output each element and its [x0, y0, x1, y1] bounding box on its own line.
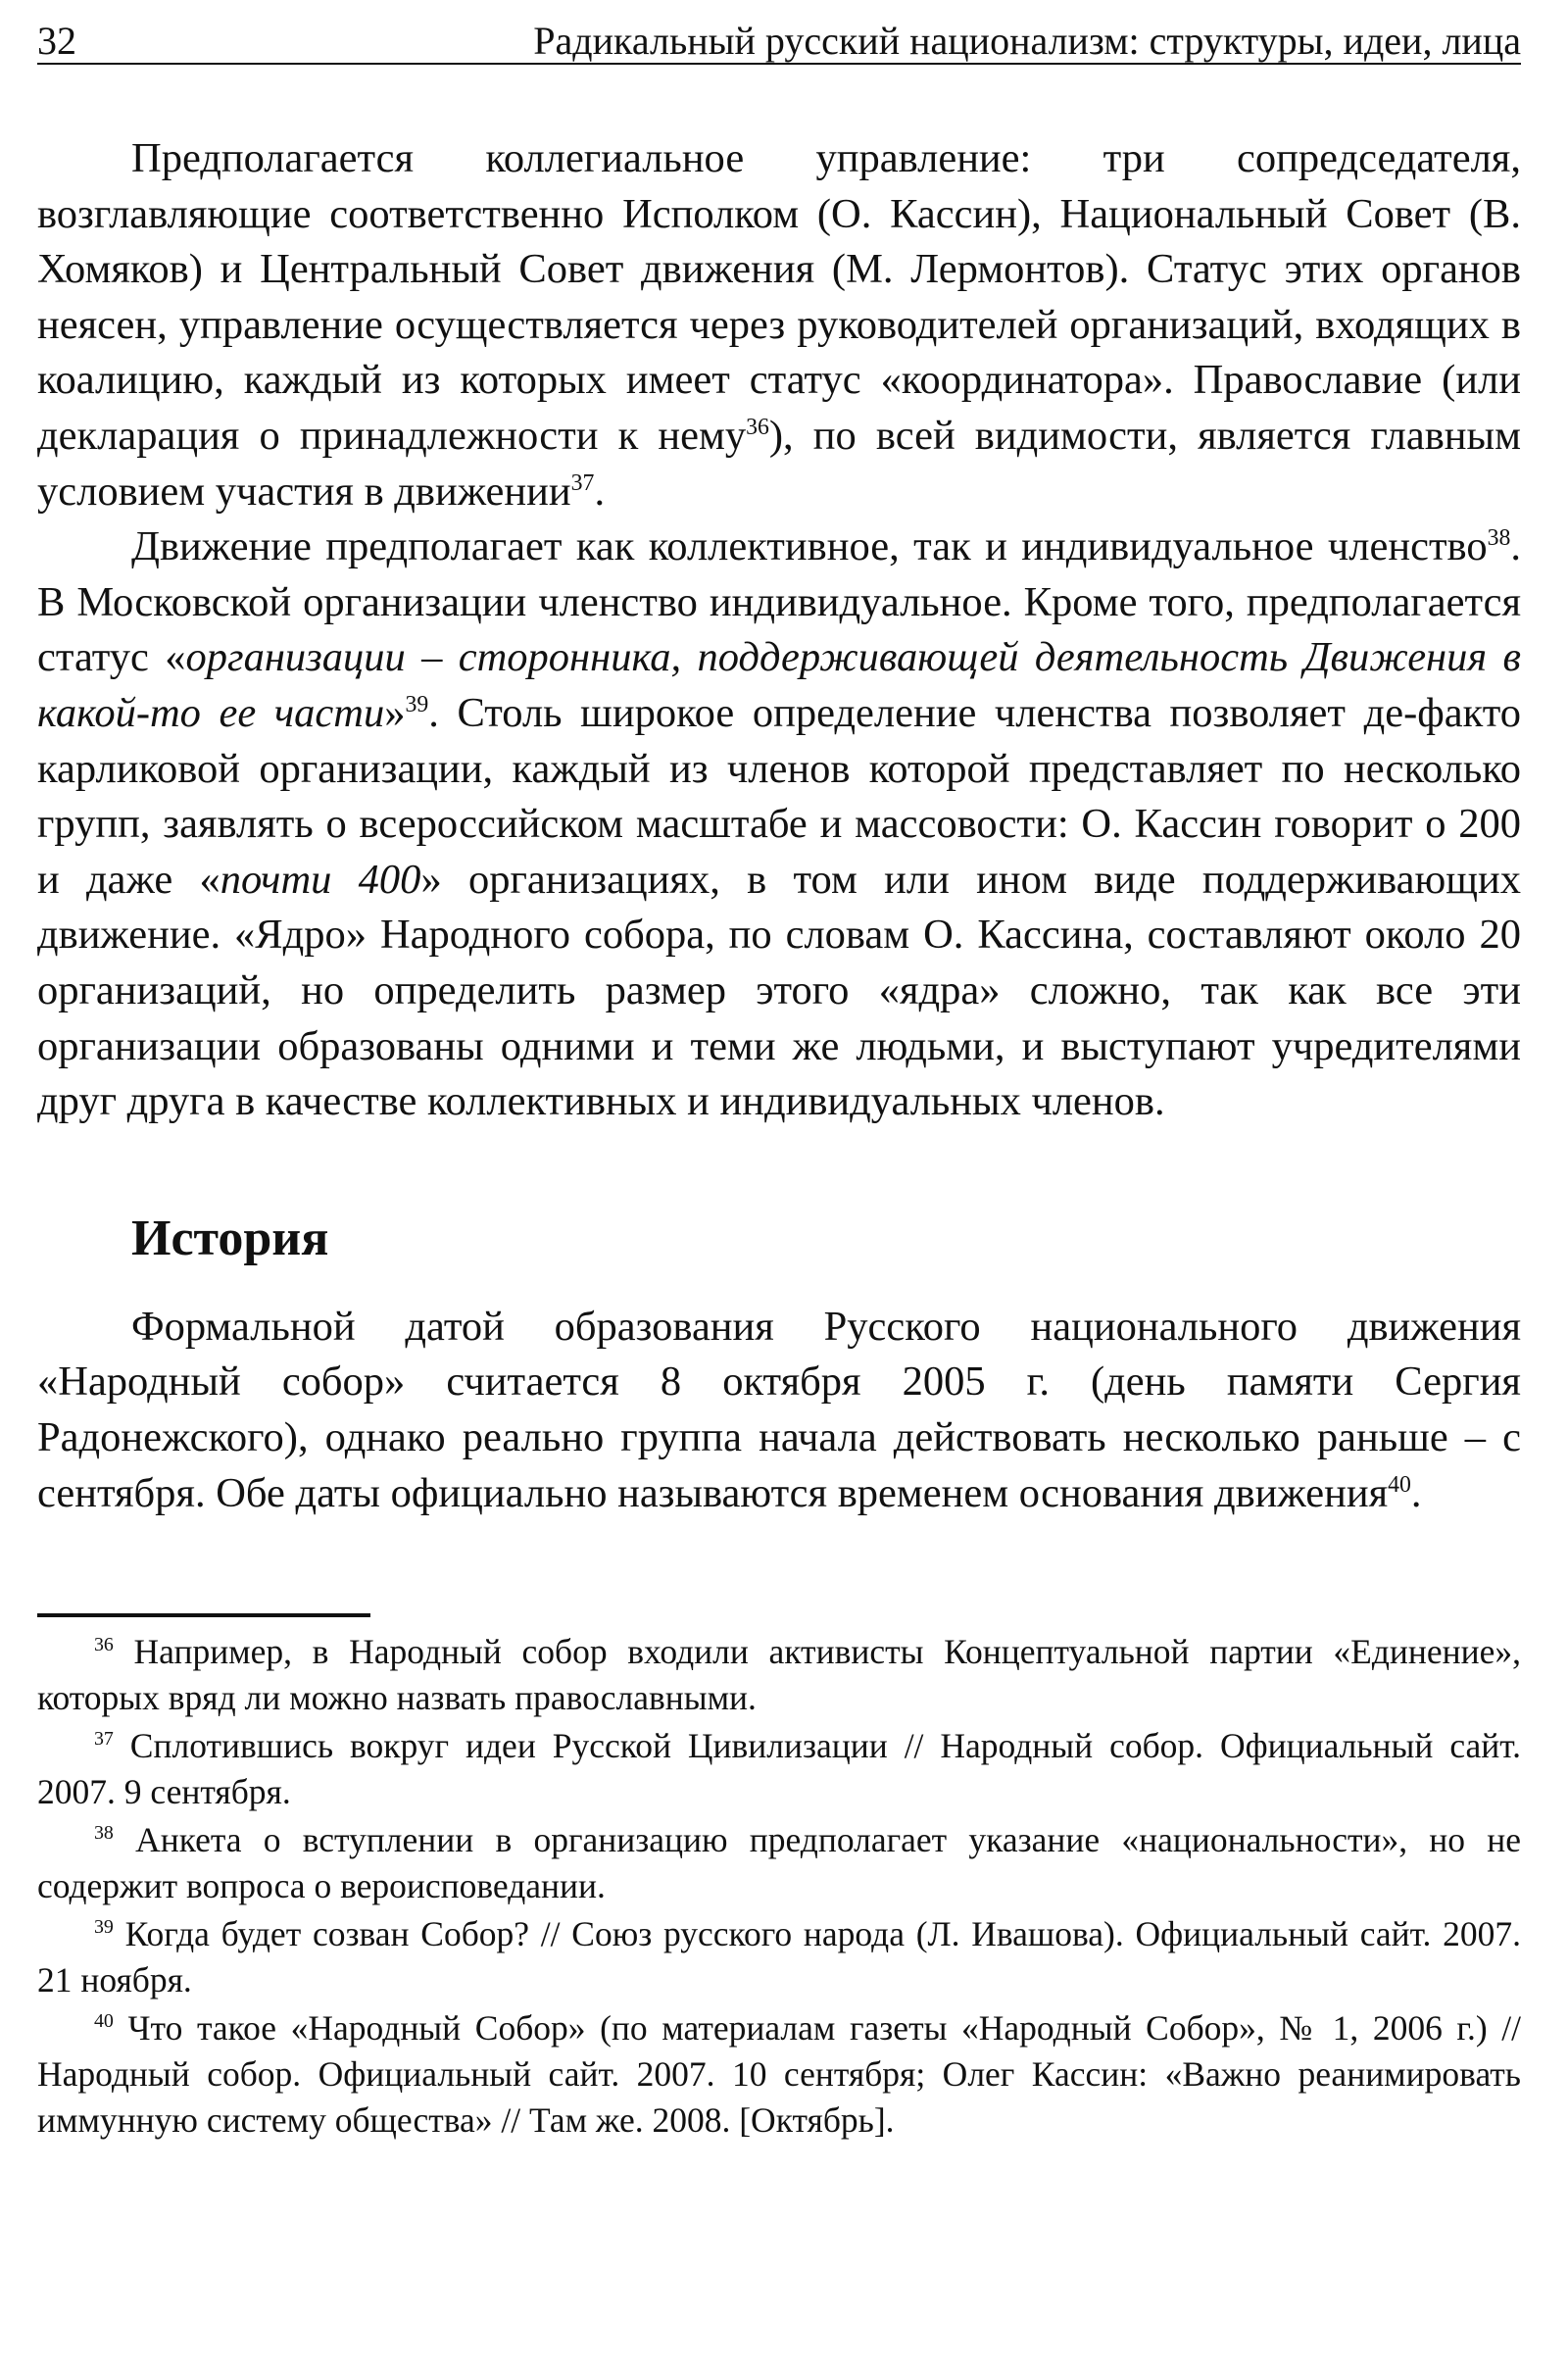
- footnote-text: Анкета о вступлении в организацию предполагает указание «национальности», но не содержит вопроса о вероисповедании.: [37, 1820, 1522, 1906]
- italic-quote: почти 400: [220, 856, 421, 903]
- paragraph-3: [37, 1300, 1521, 1521]
- footnote-number: 36: [94, 1634, 114, 1656]
- paragraph-text: . В Московской организации членство индивидуальное. Кроме того, предполагается статус «: [37, 523, 1521, 681]
- footnote: [37, 1629, 1521, 1721]
- section-heading: История: [131, 1210, 329, 1266]
- footnote: [37, 1911, 1521, 2003]
- book-page: [37, 0, 1521, 2144]
- footnotes: [37, 1629, 1521, 2144]
- paragraph-text: .: [1410, 1469, 1422, 1516]
- paragraph-text: . Столь широкое определение членства позволяет де-факто карликовой организации, каждый из членов которой представляет по несколько групп, заявлять о всероссийском масштабе и массовости: О. Кассин говорит о 200 и даже «: [37, 689, 1521, 903]
- footnote-number: 40: [94, 2010, 114, 2033]
- paragraph-text: ), по всей видимости, является главным условием участия в движении: [37, 412, 1521, 515]
- paragraph-text: .: [594, 468, 606, 515]
- footnote-number: 37: [94, 1728, 114, 1751]
- paragraph-text: »: [384, 689, 406, 736]
- footnote-number: 38: [94, 1822, 114, 1845]
- italic-quote: организации – сторонника, поддерживающей деятельность Движения в какой-то ее части: [37, 634, 1521, 736]
- footnote-ref-38: 38: [1487, 525, 1511, 551]
- footnote-ref-37: 37: [570, 469, 595, 496]
- footnote-number: 39: [94, 1916, 114, 1939]
- footnote-ref-39: 39: [405, 691, 429, 717]
- running-header: [37, 0, 1521, 65]
- footnote: [37, 2005, 1521, 2144]
- footnote-ref-36: 36: [746, 414, 769, 440]
- footnote-text: Сплотившись вокруг идеи Русской Цивилизации // Народный собор. Официальный сайт. 2007. 9 сентября.: [37, 1726, 1521, 1812]
- paragraph-text: Движение предполагает как коллективное, так и индивидуальное членство: [131, 523, 1488, 570]
- paragraph-text: Предполагается коллегиальное управление: три сопредседателя, возглавляющие соответственно Исполком (О. Кассин), Национальный Совет (В. Хомяков) и Центральный Совет движения (М. Лермонтов). Статус этих органов неясен, управление осуществляется через руководителей организаций, входящих в коалицию, каждый из которых имеет статус «координатора». Православие (или декларация о принадлежности к нему: [37, 135, 1521, 459]
- footnote-ref-40: 40: [1388, 1471, 1411, 1498]
- footnote: [37, 1723, 1521, 1815]
- footnote-text: Что такое «Народный Собор» (по материалам газеты «Народный Собор», № 1, 2006 г.) // Народный собор. Официальный сайт. 2007. 10 сентября; Олег Кассин: «Важно реанимировать иммунную систему общества» // Там же. 2008. [Октябрь].: [37, 2008, 1522, 2141]
- footnote-separator: [37, 1613, 370, 1617]
- footnote-text: Например, в Народный собор входили активисты Концептуальной партии «Единение», которых вряд ли можно назвать православными.: [37, 1632, 1522, 1718]
- running-title: Радикальный русский национализм: структуры, идеи, лица: [533, 19, 1521, 63]
- page-number: 32: [37, 19, 76, 63]
- footnote: [37, 1817, 1521, 1909]
- paragraph-text: Формальной датой образования Русского национального движения «Народный собор» считается 8 октября 2005 г. (день памяти Сергия Радонежского), однако реально группа начала действовать несколько раньше – с сентября. Обе даты официально называются временем основания движения: [37, 1303, 1521, 1516]
- main-text: [37, 131, 1521, 1521]
- paragraph-text: » организациях, в том или ином виде поддерживающих движение. «Ядро» Народного собора, по словам О. Кассина, составляют около 20 организаций, но определить размер этого «ядра» сложно, так как все эти организации образованы одними и теми же людьми, и выступают учредителями друг друга в качестве коллективных и индивидуальных членов.: [37, 856, 1521, 1125]
- paragraph-2: [37, 519, 1521, 1130]
- paragraph-1: [37, 131, 1521, 519]
- footnote-text: Когда будет созван Собор? // Союз русского народа (Л. Ивашова). Официальный сайт. 2007. 21 ноября.: [37, 1914, 1522, 2000]
